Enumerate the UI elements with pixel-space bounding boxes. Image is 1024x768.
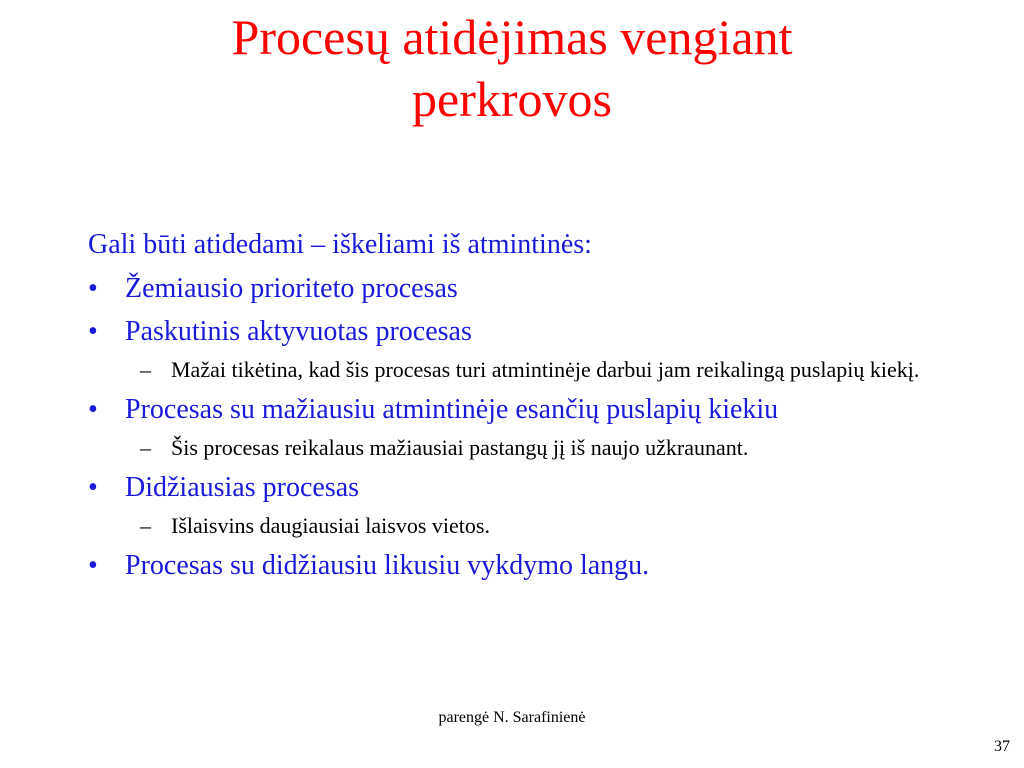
sub-bullet-item	[88, 356, 968, 383]
bullet-text: Didžiausias procesas	[125, 472, 360, 503]
bullet-dot-icon: •	[88, 316, 98, 347]
bullet-item	[88, 393, 968, 427]
bullet-text: Procesas su didžiausiu likusiu vykdymo langu.	[125, 550, 650, 581]
bullet-item	[88, 315, 968, 349]
slide-footer-author: parengė N. Sarafinienė	[438, 709, 586, 726]
slide-title	[0, 6, 1024, 130]
bullet-item	[88, 549, 968, 583]
sub-bullet-dash-icon: –	[140, 513, 151, 538]
sub-bullet-dash-icon: –	[140, 357, 151, 382]
slide-title-line-2: perkrovos	[412, 71, 612, 127]
bullet-text: Paskutinis aktyvuotas procesas	[125, 316, 472, 347]
bullet-dot-icon: •	[88, 550, 98, 581]
slide-page-number: 37	[994, 738, 1010, 755]
bullet-dot-icon: •	[88, 472, 98, 503]
bullet-item	[88, 471, 968, 505]
sub-bullet-text: Išlaisvins daugiausiai laisvos vietos.	[171, 513, 490, 538]
intro-text: Gali būti atidedami – iškeliami iš atmintinės:	[88, 229, 592, 260]
sub-bullet-dash-icon: –	[140, 435, 151, 460]
slide-body	[88, 226, 968, 592]
bullet-dot-icon: •	[88, 273, 98, 304]
bullet-dot-icon: •	[88, 394, 98, 425]
bullet-text: Procesas su mažiausiu atmintinėje esančių puslapių kiekiu	[125, 394, 779, 425]
sub-bullet-text: Mažai tikėtina, kad šis procesas turi atmintinėje darbui jam reikalingą puslapių kiekį.	[171, 357, 920, 382]
sub-bullet-text: Šis procesas reikalaus mažiausiai pastangų jį iš naujo užkraunant.	[171, 435, 749, 460]
sub-bullet-item	[88, 434, 968, 461]
bullet-item	[88, 272, 968, 306]
slide-title-line-1: Procesų atidėjimas vengiant	[231, 9, 793, 65]
sub-bullet-item	[88, 512, 968, 539]
bullet-text: Žemiausio prioriteto procesas	[125, 273, 458, 304]
